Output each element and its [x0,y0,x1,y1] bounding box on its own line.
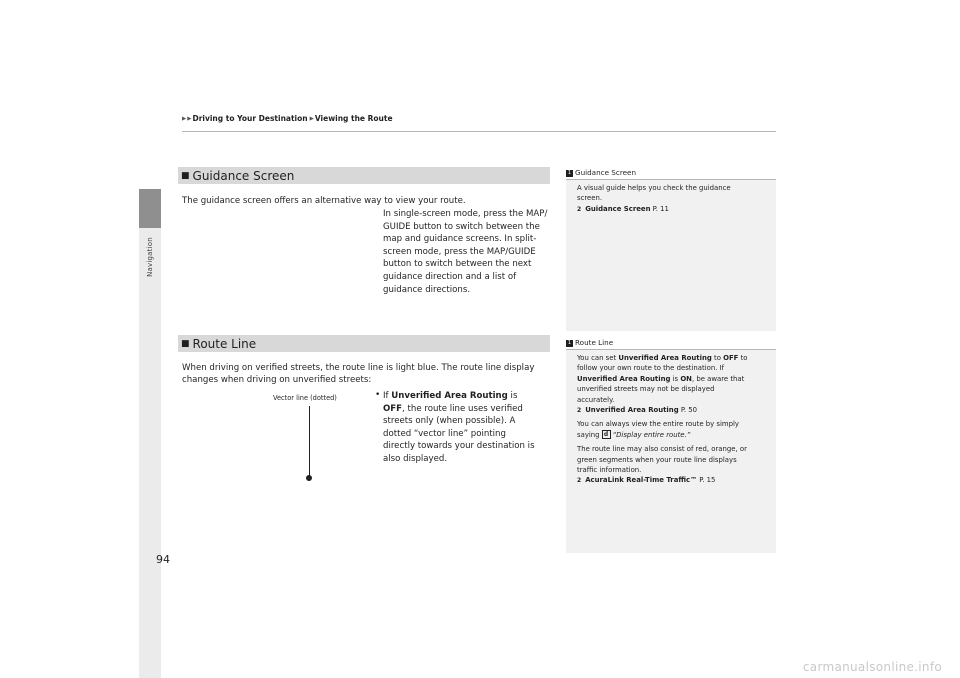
text-run: , be aware that [691,374,745,383]
text-line: guidance directions. [383,284,471,295]
text-run: You can always view the entire route by simply [577,420,739,429]
section-square-icon: ■ [181,170,190,181]
note-paragraph [577,444,765,486]
note-body [566,180,776,214]
section-heading-route-line [178,335,550,352]
text-run: accurately. [577,395,615,404]
breadcrumb-arrow-icon: ▶ [309,115,314,122]
note-number-badge: 1 [567,339,572,346]
voice-command: “Display entire route.” [612,430,691,439]
vector-line-callout: Vector line (dotted) [273,394,337,402]
text-run: follow your own route to the destination. If [577,364,725,373]
text-line: button to switch between the next [383,259,532,270]
text-run: You can set [577,354,619,362]
side-tab-marker [139,189,161,228]
cross-reference-link[interactable]: Unverified Area Routing [585,406,679,415]
side-note-guidance [566,167,776,331]
cross-reference-link[interactable]: AcuraLink Real-Time Traffic™ [585,476,698,485]
text-run: , the route line uses verified [402,403,523,414]
text-line: streets only (when possible). A [383,416,516,427]
route-line-bullet [383,390,555,466]
term: OFF [723,354,739,362]
bullet-icon: • [375,390,381,400]
cross-reference-icon: 2 [577,205,582,213]
cross-reference-icon: 2 [577,407,582,415]
text-run: A visual guide helps you check the guidance [577,184,731,192]
note-title [566,167,776,180]
note-paragraph [577,419,765,440]
callout-dot-icon [306,475,312,481]
term: ON [680,374,692,383]
breadcrumb-item-driving[interactable]: Driving to Your Destination [192,114,308,123]
note-title [566,337,776,350]
section-heading-guidance [178,167,550,184]
text-line: When driving on verified streets, the route line is light blue. The route line display [182,363,535,373]
text-line [383,403,555,416]
text-run: screen. [577,194,603,203]
breadcrumb [182,114,395,123]
text-run: is [670,374,681,383]
side-tab-label: Navigation [146,237,154,277]
text-run: to [711,354,724,362]
text-line: changes when driving on unverified streets: [182,375,372,386]
callout-leader-line [309,406,310,476]
text-line: dotted “vector line” pointing [383,428,506,439]
page-number: 94 [156,553,170,566]
section-square-icon: ■ [181,338,190,349]
section-title: Guidance Screen [192,168,295,183]
page-ref: P. 15 [697,476,716,485]
route-line-intro [182,362,552,387]
text-line [383,390,555,403]
text-run: The route line may also consist of red, orange, or [577,445,747,454]
talk-button-icon: d [602,430,611,439]
term: Unverified Area Routing [391,391,508,401]
text-line: directly towards your destination is [383,441,535,452]
text-line: map and guidance screens. In split- [383,234,537,245]
note-paragraph [577,353,765,415]
text-line: guidance direction and a list of [383,271,517,282]
page-ref: P. 11 [650,204,669,213]
text-run: to [738,354,748,362]
watermark: carmanualsonline.info [802,660,942,674]
breadcrumb-item-viewing-route[interactable]: Viewing the Route [314,114,393,123]
guidance-intro: The guidance screen offers an alternative way to view your route. [182,196,466,206]
text-run: unverified streets may not be displayed [577,385,715,394]
text-run: saying [577,430,600,439]
side-note-route-line [566,337,776,553]
page-ref: P. 50 [678,406,698,415]
text-line: also displayed. [383,453,448,464]
text-run: If [383,391,392,401]
guidance-body [383,208,555,296]
text-line: GUIDE button to switch between the [383,221,540,232]
side-strip [139,228,161,678]
note-body [566,350,776,486]
term: Unverified Area Routing [577,374,671,383]
note-number-badge: 1 [567,169,572,176]
section-title: Route Line [192,336,257,351]
header-divider [182,131,776,132]
text-run: is [507,391,518,401]
term: OFF [383,403,403,414]
text-line: screen mode, press the MAP/GUIDE [383,246,536,257]
note-title-text: Guidance Screen [575,167,637,177]
cross-reference-icon: 2 [577,477,582,485]
text-run: traffic information. [577,466,642,475]
term: Unverified Area Routing [618,354,712,362]
cross-reference-link[interactable]: Guidance Screen [585,204,651,213]
text-line: In single-screen mode, press the MAP/ [383,209,548,219]
note-paragraph [577,183,765,214]
text-run: green segments when your route line displays [577,455,737,464]
breadcrumb-arrow-icon: ▶ [182,115,187,122]
note-title-text: Route Line [575,337,614,347]
breadcrumb-arrow-icon: ▶ [187,115,192,122]
